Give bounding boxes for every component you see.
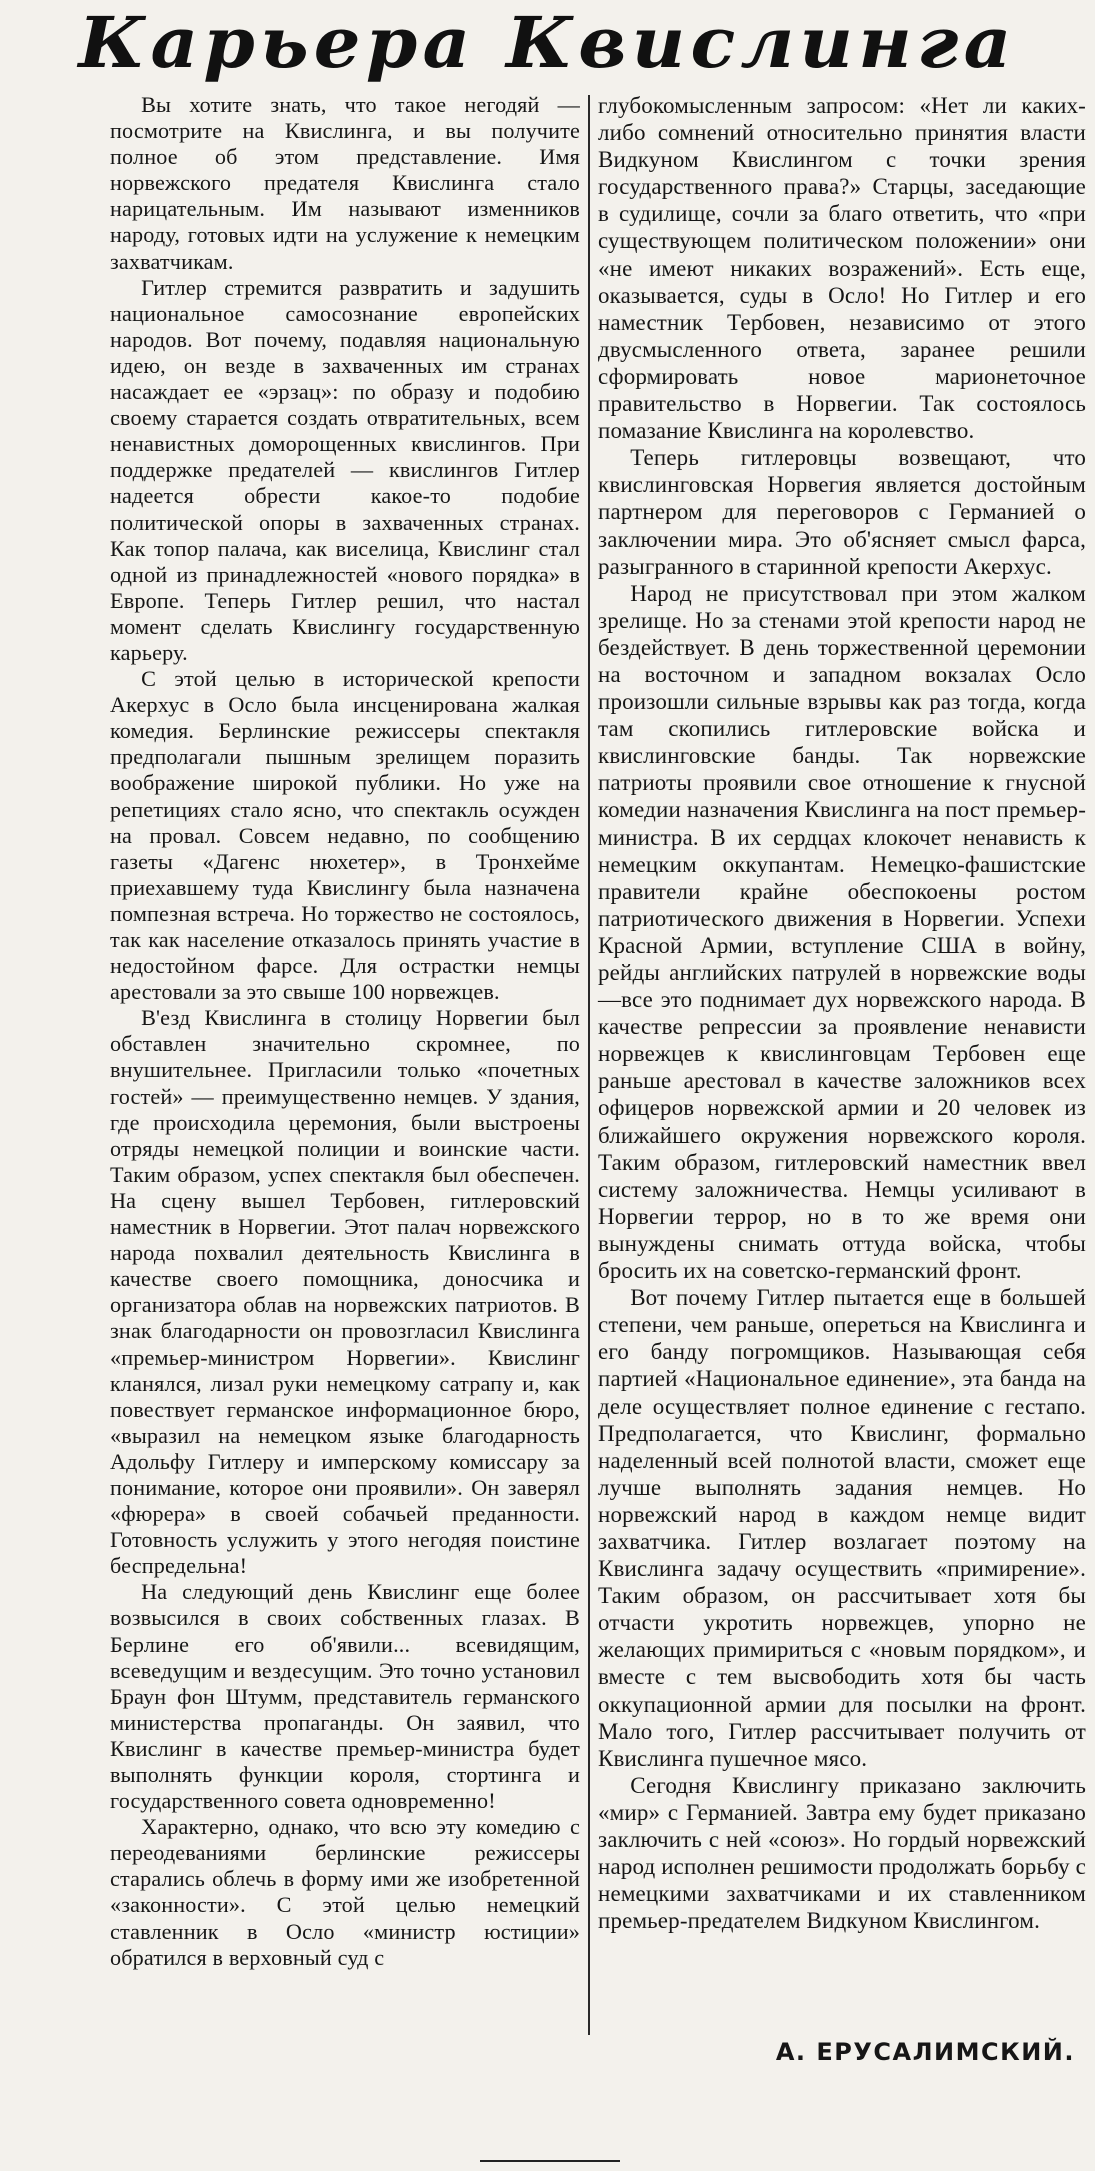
paragraph: Народ не присутствовал при этом жалком зрелище. Но за стенами этой крепости народ не бездействует. В день торжественной церемонии на восточном и западном вокзалах Осло произошли сильные взрывы как раз тогда, когда там скопились гитлеровские войска и квислинговские банды. Так норвежские патриоты проявили свое отношение к гнусной комедии назначения Квислинга на пост премьер-министра. В их сердцах клокочет ненависть к немецким оккупантам. Немецко-фашистские правители крайне обеспокоены ростом патриотического движения в Норвегии. Успехи Красной Армии, вступление США в войну, рейды английских патрулей в норвежские воды—все это поднимает дух норвежского народа. В качестве репрессии за проявление ненависти норвежцев к квислинговцам Тербовен еще раньше арестовал в качестве заложников всех офицеров норвежской армии и 20 человек из ближайшего окружения норвежского короля. Таким образом, гитлеровский наместник ввел систему заложничества. Немцы усиливают в Норвегии террор, но в то же время они вынуждены снимать оттуда войска, чтобы бросить их на советско-германский фронт. xyxy=(598,580,1086,1284)
column-divider xyxy=(588,95,590,2035)
paragraph: С этой целью в исторической крепости Акерхус в Осло была инсценирована жалкая комедия. Берлинские режиссеры спектакля предполагали пышным зрелищем поразить воображение широкой публики. Но уже на репетициях стало ясно, что спектакль осужден на провал. Совсем недавно, по сообщению газеты «Дагенс нюхетер», в Тронхейме приехавшему туда Квислингу была назначена помпезная встреча. Но торжество не состоялось, так как население отказалось принять участие в недостойном фарсе. Для острастки немцы арестовали за это свыше 100 норвежцев. xyxy=(110,666,580,1005)
paragraph: В'езд Квислинга в столицу Норвегии был обставлен значительно скромнее, по внушительнее. Пригласили только «почетных гостей» — преимущественно немцев. У здания, где происходила церемония, были выстроены отряды немецкой полиции и воинские части. Таким образом, успех спектакля был обеспечен. На сцену вышел Тербовен, гитлеровский наместник в Норвегии. Этот палач норвежского народа похвалил деятельность Квислинга в качестве своего помощника, доносчика и организатора облав на норвежских патриотов. В знак благодарности он провозгласил Квислинга «премьер-министром Норвегии». Квислинг кланялся, лизал руки немецкому сатрапу и, как повествует германское информационное бюро, «выразил на немецком языке благодарность Адольфу Гитлеру и имперскому комиссару за понимание, которое они проявили». Он заверял «фюрера» в своей собачьей преданности. Готовность услужить у этого негодяя поистине беспредельна! xyxy=(110,1005,580,1579)
article-title: Карьера Квислинга xyxy=(78,1,1017,84)
paragraph: Гитлер стремится развратить и задушить национальное самосознание европейских народов. Вот почему, подавляя национальную идею, он везде в захваченных им странах насаждает ее «эрзац»: по образу и подобию своему старается создать отвратительных, всем ненавистных доморощенных квислингов. При поддержке предателей — квислингов Гитлер надеется обрести какое-то подобие политической опоры в захваченных странах. Как топор палача, как виселица, Квислинг стал одной из принадлежностей «нового порядка» в Европе. Теперь Гитлер решил, что настал момент сделать Квислингу государственную карьеру. xyxy=(110,274,580,665)
paragraph: Сегодня Квислингу приказано заключить «мир» с Германией. Завтра ему будет приказано заключить с ней «союз». Но гордый норвежский народ исполнен решимости продолжать борьбу с немецкими захватчиками и их ставленником премьер-предателем Видкуном Квислингом. xyxy=(598,1772,1086,1934)
paragraph: Теперь гитлеровцы возвещают, что квислинговская Норвегия является достойным партнером для переговоров с Германией о заключении мира. Это об'ясняет смысл фарса, разыгранного в старинной крепости Акерхус. xyxy=(598,445,1086,579)
author-signature: А. ЕРУСАЛИМСКИЙ. xyxy=(775,2038,1075,2066)
paragraph: На следующий день Квислинг еще более возвысился в своих собственных глазах. В Берлине его об'явили... всевидящим, всеведущим и вездесущим. Это точно установил Браун фон Штумм, представитель германского министерства пропаганды. Он заявил, что Квислинг в качестве премьер-министра будет выполнять функции короля, стортинга и государственного совета одновременно! xyxy=(110,1579,580,1814)
paragraph: Вы хотите знать, что такое негодяй — посмотрите на Квислинга, и вы получите полное об этом представление. Имя норвежского предателя Квислинга стало нарицательным. Им называют изменников народу, готовых идти на услужение к немецким захватчикам. xyxy=(110,92,580,274)
article-left-column xyxy=(110,92,580,1971)
paragraph: Характерно, однако, что всю эту комедию с переодеваниями берлинские режиссеры старались облечь в форму ими же изобретенной «законности». С этой целью немецкий ставленник в Осло «министр юстиции» обратился в верховный суд с xyxy=(110,1814,580,1970)
article-right-column xyxy=(598,92,1086,1934)
paragraph-continuation: глубокомысленным запросом: «Нет ли каких-либо сомнений относительно принятия власти Видкуном Квислингом с точки зрения государственного права?» Старцы, заседающие в судилище, сочли за благо ответить, что «при существующем политическом положении» они «не имеют никаких возражений». Есть еще, оказывается, суды в Осло! Но Гитлер и его наместник Тербовен, независимо от этого двусмысленного ответа, заранее решили сформировать новое марионеточное правительство в Норвегии. Так состоялось помазание Квислинга на королевство. xyxy=(598,93,1086,444)
bottom-rule xyxy=(480,2160,620,2162)
paragraph: Вот почему Гитлер пытается еще в большей степени, чем раньше, опереться на Квислинга и его банду погромщиков. Называющая себя партией «Национальное единение», эта банда на деле осуществляет полное единение с гестапо. Предполагается, что Квислинг, формально наделенный всей полнотой власти, сможет еще лучше выполнять задания немцев. Но норвежский народ в каждом немце видит захватчика. Гитлер возлагает поэтому на Квислинга задачу осуществить «примирение». Таким образом, он рассчитывает хотя бы отчасти укротить норвежцев, упорно не желающих примириться с «новым порядком», и вместе с тем высвободить хотя бы часть оккупационной армии для посылки на фронт. Мало того, Гитлер рассчитывает получить от Квислинга пушечное мясо. xyxy=(598,1285,1086,1771)
